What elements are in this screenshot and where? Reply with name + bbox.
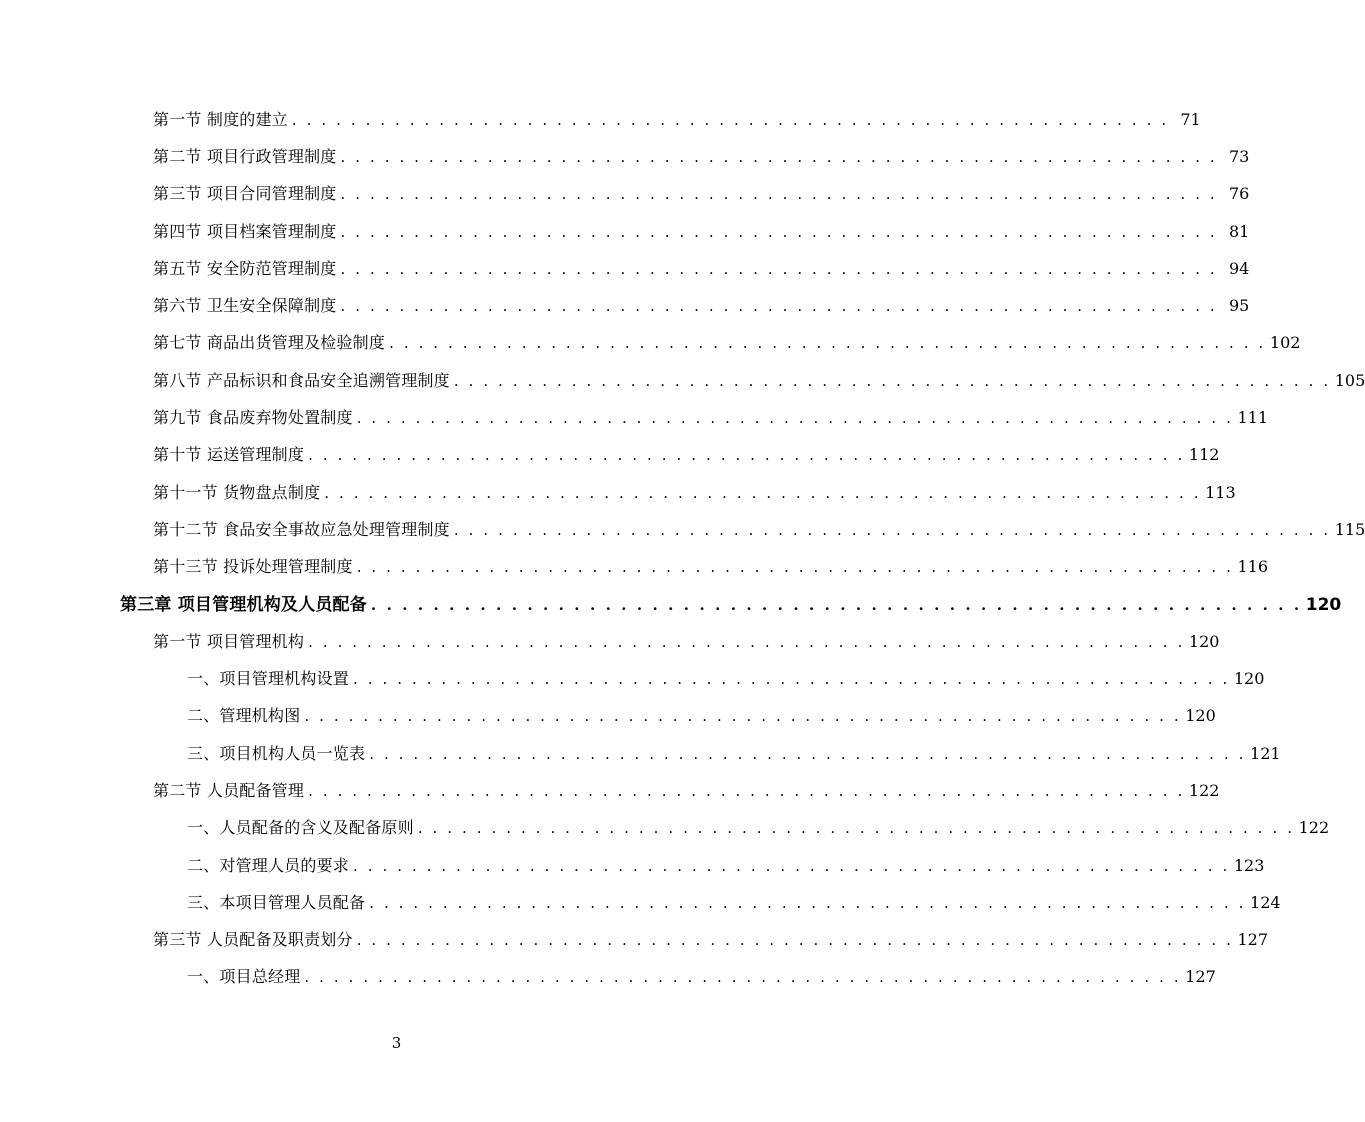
- toc-entry-page-number: 73: [1228, 146, 1250, 166]
- toc-entry-page-number: 120: [1185, 706, 1216, 726]
- toc-section-row[interactable]: [0, 325, 1301, 362]
- toc-section-row[interactable]: [0, 176, 1250, 213]
- dot-leader: . . . . . . . . . . . . . . . . . . . . . . . . . . . . . . . . . . . . . . . . . . . . . . . . . . . . . . . . . . . .: [340, 297, 1218, 316]
- toc-item-row[interactable]: [0, 959, 1216, 996]
- dot-leader: . . . . . . . . . . . . . . . . . . . . . . . . . . . . . . . . . . . . . . . . . . . . . . . . . . . . . . . . . . . .: [340, 147, 1218, 166]
- toc-entry-title: 第八节 产品标识和食品安全追溯管理制度: [153, 370, 450, 390]
- toc-item-row[interactable]: [0, 810, 1330, 847]
- toc-entry-title: 第二节 项目行政管理制度: [153, 146, 337, 166]
- toc-entry-page-number: 94: [1228, 258, 1250, 278]
- dot-leader: . . . . . . . . . . . . . . . . . . . . . . . . . . . . . . . . . . . . . . . . . . . . . . . . . . . . . . . . . . . .: [324, 483, 1202, 502]
- toc-item-row[interactable]: [0, 847, 1265, 884]
- toc-section-row[interactable]: [0, 922, 1269, 959]
- toc-entry-page-number: 95: [1228, 296, 1250, 316]
- toc-entry-page-number: 111: [1237, 408, 1269, 428]
- dot-leader: . . . . . . . . . . . . . . . . . . . . . . . . . . . . . . . . . . . . . . . . . . . . . . . . . . . . . . . . . . . .: [356, 931, 1234, 950]
- toc-section-row[interactable]: [0, 287, 1250, 324]
- toc-entry-title: 第三节 项目合同管理制度: [153, 184, 337, 204]
- dot-leader: . . . . . . . . . . . . . . . . . . . . . . . . . . . . . . . . . . . . . . . . . . . . . . . . . . . . . . . . . . . .: [417, 819, 1295, 838]
- table-of-contents: [0, 101, 1365, 996]
- toc-section-row[interactable]: [0, 511, 1365, 548]
- toc-entry-page-number: 122: [1188, 780, 1220, 800]
- dot-leader: . . . . . . . . . . . . . . . . . . . . . . . . . . . . . . . . . . . . . . . . . . . . . . . . . . . . . . . . . . . .: [340, 185, 1218, 204]
- toc-entry-title: 第十一节 货物盘点制度: [153, 482, 321, 502]
- toc-entry-title: 一、人员配备的含义及配备原则: [187, 818, 414, 838]
- toc-section-row[interactable]: [0, 101, 1201, 138]
- toc-section-row[interactable]: [0, 213, 1250, 250]
- toc-entry-title: 第六节 卫生安全保障制度: [153, 296, 337, 316]
- toc-entry-title: 三、本项目管理人员配备: [187, 892, 366, 912]
- toc-entry-title: 一、项目管理机构设置: [187, 669, 350, 689]
- dot-leader: . . . . . . . . . . . . . . . . . . . . . . . . . . . . . . . . . . . . . . . . . . . . . . . . . . . . . . . . . . . .: [308, 632, 1185, 651]
- toc-entry-title: 第四节 项目档案管理制度: [153, 221, 337, 241]
- toc-entry-page-number: 124: [1250, 892, 1281, 912]
- dot-leader: . . . . . . . . . . . . . . . . . . . . . . . . . . . . . . . . . . . . . . . . . . . . . . . . . . . . . . . . . . . .: [291, 110, 1169, 129]
- dot-leader: . . . . . . . . . . . . . . . . . . . . . . . . . . . . . . . . . . . . . . . . . . . . . . . . . . . . . . . . . . . .: [453, 371, 1331, 390]
- toc-item-row[interactable]: [0, 698, 1216, 735]
- dot-leader: . . . . . . . . . . . . . . . . . . . . . . . . . . . . . . . . . . . . . . . . . . . . . . . . . . . . . . . . . . . .: [369, 893, 1247, 912]
- toc-entry-page-number: 112: [1188, 445, 1220, 465]
- toc-entry-title: 二、对管理人员的要求: [187, 855, 350, 875]
- toc-item-row[interactable]: [0, 884, 1281, 921]
- dot-leader: . . . . . . . . . . . . . . . . . . . . . . . . . . . . . . . . . . . . . . . . . . . . . . . . . . . . . . . . . . . .: [304, 968, 1182, 987]
- toc-section-row[interactable]: [0, 250, 1250, 287]
- toc-entry-title: 第十二节 食品安全事故应急处理管理制度: [153, 519, 450, 539]
- toc-entry-title: 一、项目总经理: [187, 967, 301, 987]
- toc-section-row[interactable]: [0, 362, 1365, 399]
- toc-entry-title: 第一节 制度的建立: [153, 109, 288, 129]
- dot-leader: . . . . . . . . . . . . . . . . . . . . . . . . . . . . . . . . . . . . . . . . . . . . . . . . . . . . . . . . . . . .: [356, 558, 1234, 577]
- toc-entry-page-number: 102: [1269, 333, 1301, 353]
- toc-chapter-row[interactable]: [0, 586, 1342, 623]
- toc-entry-title: 三、项目机构人员一览表: [187, 743, 366, 763]
- toc-entry-page-number: 116: [1237, 557, 1269, 577]
- dot-leader: . . . . . . . . . . . . . . . . . . . . . . . . . . . . . . . . . . . . . . . . . . . . . . . . . . . . . . . . . . . .: [369, 744, 1247, 763]
- dot-leader: . . . . . . . . . . . . . . . . . . . . . . . . . . . . . . . . . . . . . . . . . . . . . . . . . . . . . . . . . . . .: [340, 222, 1218, 241]
- toc-entry-title: 第三章 项目管理机构及人员配备: [120, 594, 367, 615]
- dot-leader: . . . . . . . . . . . . . . . . . . . . . . . . . . . . . . . . . . . . . . . . . . . . . . . . . . . . . . . . . . . .: [308, 781, 1185, 800]
- toc-entry-page-number: 81: [1228, 221, 1250, 241]
- toc-entry-title: 第十节 运送管理制度: [153, 445, 305, 465]
- dot-leader: . . . . . . . . . . . . . . . . . . . . . . . . . . . . . . . . . . . . . . . . . . . . . . . . . . . . . . . . . . . .: [353, 670, 1230, 689]
- toc-section-row[interactable]: [0, 474, 1236, 511]
- dot-leader: . . . . . . . . . . . . . . . . . . . . . . . . . . . . . . . . . . . . . . . . . . . . . . . . . . . . . . . . . . . .: [370, 595, 1302, 614]
- toc-entry-page-number: 115: [1334, 519, 1365, 539]
- toc-item-row[interactable]: [0, 735, 1281, 772]
- dot-leader: . . . . . . . . . . . . . . . . . . . . . . . . . . . . . . . . . . . . . . . . . . . . . . . . . . . . . . . . . . . .: [340, 259, 1218, 278]
- toc-section-row[interactable]: [0, 772, 1220, 809]
- toc-entry-page-number: 120: [1188, 631, 1220, 651]
- toc-entry-title: 第七节 商品出货管理及检验制度: [153, 333, 386, 353]
- toc-section-row[interactable]: [0, 138, 1250, 175]
- dot-leader: . . . . . . . . . . . . . . . . . . . . . . . . . . . . . . . . . . . . . . . . . . . . . . . . . . . . . . . . . . . .: [356, 409, 1234, 428]
- toc-entry-title: 第三节 人员配备及职责划分: [153, 930, 353, 950]
- toc-entry-page-number: 71: [1180, 109, 1201, 129]
- toc-entry-title: 第十三节 投诉处理管理制度: [153, 557, 353, 577]
- toc-entry-title: 第二节 人员配备管理: [153, 780, 305, 800]
- toc-entry-title: 第五节 安全防范管理制度: [153, 258, 337, 278]
- toc-entry-page-number: 127: [1185, 967, 1216, 987]
- toc-section-row[interactable]: [0, 623, 1220, 660]
- toc-entry-title: 第九节 食品废弃物处置制度: [153, 408, 353, 428]
- dot-leader: . . . . . . . . . . . . . . . . . . . . . . . . . . . . . . . . . . . . . . . . . . . . . . . . . . . . . . . . . . . .: [453, 520, 1331, 539]
- toc-section-row[interactable]: [0, 437, 1220, 474]
- page-number: 3: [391, 1034, 402, 1052]
- toc-entry-page-number: 123: [1233, 855, 1265, 875]
- dot-leader: . . . . . . . . . . . . . . . . . . . . . . . . . . . . . . . . . . . . . . . . . . . . . . . . . . . . . . . . . . . .: [389, 334, 1266, 353]
- toc-entry-page-number: 105: [1334, 370, 1365, 390]
- toc-section-row[interactable]: [0, 399, 1269, 436]
- toc-entry-page-number: 113: [1205, 482, 1236, 502]
- toc-entry-page-number: 120: [1233, 669, 1265, 689]
- dot-leader: . . . . . . . . . . . . . . . . . . . . . . . . . . . . . . . . . . . . . . . . . . . . . . . . . . . . . . . . . . . .: [304, 707, 1182, 726]
- dot-leader: . . . . . . . . . . . . . . . . . . . . . . . . . . . . . . . . . . . . . . . . . . . . . . . . . . . . . . . . . . . .: [308, 446, 1185, 465]
- toc-section-row[interactable]: [0, 549, 1269, 586]
- toc-entry-page-number: 127: [1237, 930, 1269, 950]
- toc-entry-page-number: 120: [1305, 594, 1342, 615]
- toc-item-row[interactable]: [0, 660, 1265, 697]
- toc-entry-page-number: 121: [1250, 743, 1281, 763]
- toc-entry-title: 二、管理机构图: [187, 706, 301, 726]
- toc-entry-page-number: 122: [1298, 818, 1330, 838]
- toc-entry-page-number: 76: [1228, 184, 1250, 204]
- dot-leader: . . . . . . . . . . . . . . . . . . . . . . . . . . . . . . . . . . . . . . . . . . . . . . . . . . . . . . . . . . . .: [353, 856, 1230, 875]
- toc-entry-title: 第一节 项目管理机构: [153, 631, 305, 651]
